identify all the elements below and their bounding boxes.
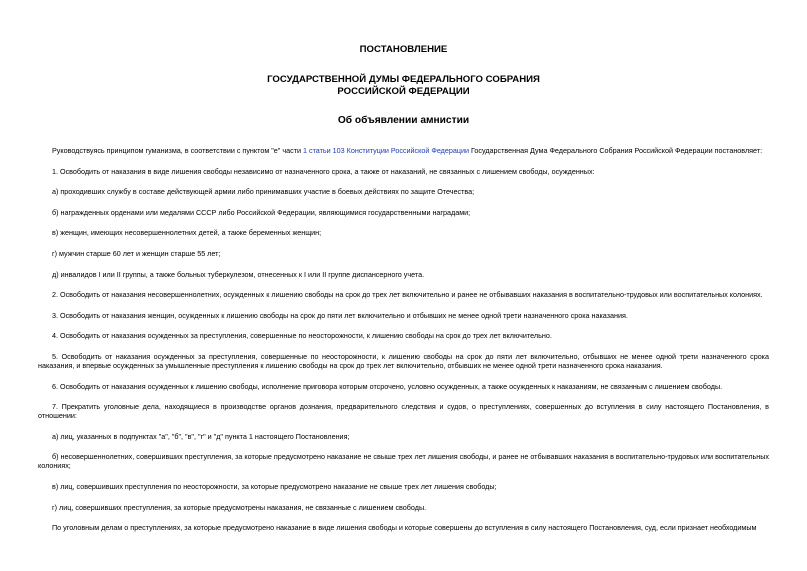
document-body [38,146,769,532]
document-title-line-3: РОССИЙСКОЙ ФЕДЕРАЦИИ [337,86,470,97]
paragraph-4: 4. Освободить от наказания осужденных за преступления, совершенные по неосторожности, к лишению свободы на срок до трех лет включительно. [52,331,552,341]
paragraph-5: 5. Освободить от наказания осужденных за преступления, совершенные по неосторожности, к лишению свободы на срок до пяти лет включительно, отбывших не менее одной трети назначенного срока наказания, и впервые осужденных за умышленные преступления к лишению свободы на срок до трех лет включительно, отбывших не менее одной трети назначенного срока наказания. [38,351,769,370]
paragraph-1b: б) награжденных орденами или медалями СССР либо Российской Федерации, являющимися государственными наградами; [52,207,471,217]
preamble-text-after: Государственная Дума Федерального Собрания Российской Федерации постановляет: [469,146,763,155]
paragraph-1v: в) женщин, имеющих несовершеннолетних детей, а также беременных женщин; [52,228,322,238]
paragraph-3: 3. Освободить от наказания женщин, осужденных к лишению свободы на срок до пяти лет включительно и отбывших не менее одной трети назначенного срока наказания. [52,310,628,320]
preamble-paragraph [38,146,769,155]
document-subtitle: Об объявлении амнистии [337,115,470,126]
constitution-article-link[interactable]: 1 статьи 103 Конституции Российской Федерации [303,146,469,155]
paragraph-criminal-cases: По уголовным делам о преступлениях, за которые предусмотрено наказание в виде лишения свободы и которые совершены до вступления в силу настоящего Постановления, суд, если признает необходимым [52,523,757,533]
document-title-line-2: ГОСУДАРСТВЕННОЙ ДУМЫ ФЕДЕРАЛЬНОГО СОБРАНИЯ [267,74,540,85]
paragraph-7g: г) лиц, совершивших преступления, за которые предусмотрены наказания, не связанные с лишением свободы. [52,502,427,512]
paragraph-1: 1. Освободить от наказания в виде лишения свободы независимо от назначенного срока, а также от наказаний, не связанных с лишением свободы, осужденных: [52,166,595,176]
paragraph-7v: в) лиц, совершивших преступления по неосторожности, за которые предусмотрено наказание не свыше трех лет лишения свободы; [52,481,497,491]
paragraph-7: 7. Прекратить уголовные дела, находящиеся в производстве органов дознания, предварительного следствия и судов, о преступлениях, совершенных до вступления в силу настоящего Постановления, в отношении: [38,402,769,421]
document-title-line-1: ПОСТАНОВЛЕНИЕ [359,44,448,55]
paragraph-6: 6. Освободить от наказания осужденных к лишению свободы, исполнение приговора которым отсрочено, условно осужденных, а также осужденных к наказаниям, не связанным с лишением свободы. [52,381,723,391]
paragraph-7b: б) несовершеннолетних, совершивших преступления, за которые предусмотрено наказание не свыше трех лет лишения свободы, и ранее не отбывавших наказания в воспитательно-трудовых или воспитательных колониях; [38,452,769,471]
paragraph-1g: г) мужчин старше 60 лет и женщин старше 55 лет; [52,248,221,258]
paragraph-1d: д) инвалидов I или II группы, а также больных туберкулезом, отнесенных к I или II группе диспансерного учета. [52,269,425,279]
paragraph-2: 2. Освободить от наказания несовершеннолетних, осужденных к лишению свободы на срок до трех лет включительно и ранее не отбывавших наказания в воспитательно-трудовых или воспитательных колониях. [52,290,763,300]
paragraph-7a: а) лиц, указанных в подпунктах "а", "б", "в", "г" и "д" пункта 1 настоящего Постановления; [52,431,350,441]
paragraph-1a: а) проходивших службу в составе действующей армии либо принимавших участие в боевых действиях по защите Отечества; [52,187,475,197]
preamble-text-before: Руководствуясь принципом гуманизма, в соответствии с пунктом "е" части [52,146,303,155]
